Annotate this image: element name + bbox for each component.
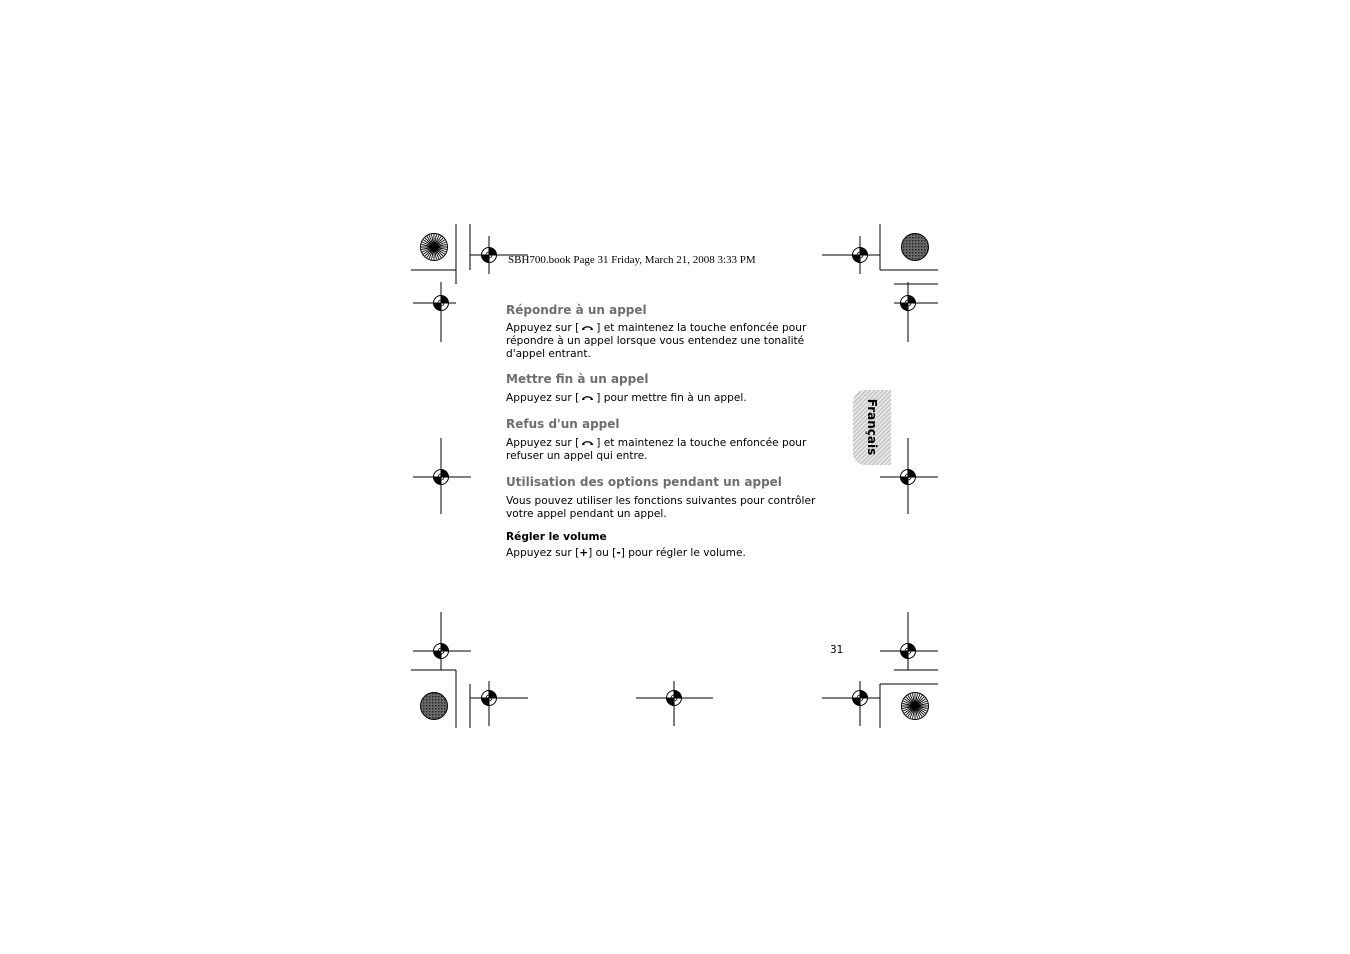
text-fragment: ] ou [ — [588, 547, 617, 559]
phone-handset-icon — [581, 323, 594, 332]
subsection-title-volume: Régler le volume — [506, 531, 607, 543]
language-tab — [853, 390, 891, 465]
text-fragment: Appuyez sur [ — [506, 322, 580, 334]
section-title-answer-call: Répondre à un appel — [506, 303, 647, 317]
text-fragment: ] et maintenez la touche enfoncée pour — [596, 437, 807, 449]
section-title-reject-call: Refus d'un appel — [506, 417, 620, 431]
text-fragment: Appuyez sur [ — [506, 437, 580, 449]
section-title-end-call: Mettre fin à un appel — [506, 372, 649, 386]
text-fragment: ] pour régler le volume. — [620, 547, 746, 559]
subsection-text-volume — [506, 547, 826, 560]
section-text-in-call-options — [506, 495, 826, 521]
text-fragment: Vous pouvez utiliser les fonctions suivantes pour contrôler — [506, 495, 816, 507]
text-fragment: d'appel entrant. — [506, 348, 591, 360]
page-content — [506, 302, 826, 560]
volume-down-key: - — [616, 547, 621, 559]
section-text-answer-call — [506, 322, 826, 361]
phone-handset-icon — [581, 438, 594, 447]
text-fragment: ] pour mettre fin à un appel. — [596, 392, 747, 404]
volume-up-key: + — [579, 547, 589, 559]
text-fragment: Appuyez sur [ — [506, 392, 580, 404]
text-fragment: votre appel pendant un appel. — [506, 508, 667, 520]
text-fragment: refuser un appel qui entre. — [506, 450, 648, 462]
text-fragment: ] et maintenez la touche enfoncée pour — [596, 322, 807, 334]
section-text-end-call — [506, 392, 826, 405]
section-text-reject-call — [506, 437, 826, 463]
text-fragment: Appuyez sur [ — [506, 547, 580, 559]
section-title-in-call-options: Utilisation des options pendant un appel — [506, 475, 782, 489]
page-number: 31 — [830, 644, 844, 656]
text-fragment: répondre à un appel lorsque vous entendez une tonalité — [506, 335, 805, 347]
phone-handset-icon — [581, 393, 594, 402]
language-tab-label: Français — [865, 398, 879, 456]
print-header-info: SBH700.book Page 31 Friday, March 21, 2008 3:33 PM — [508, 254, 756, 266]
